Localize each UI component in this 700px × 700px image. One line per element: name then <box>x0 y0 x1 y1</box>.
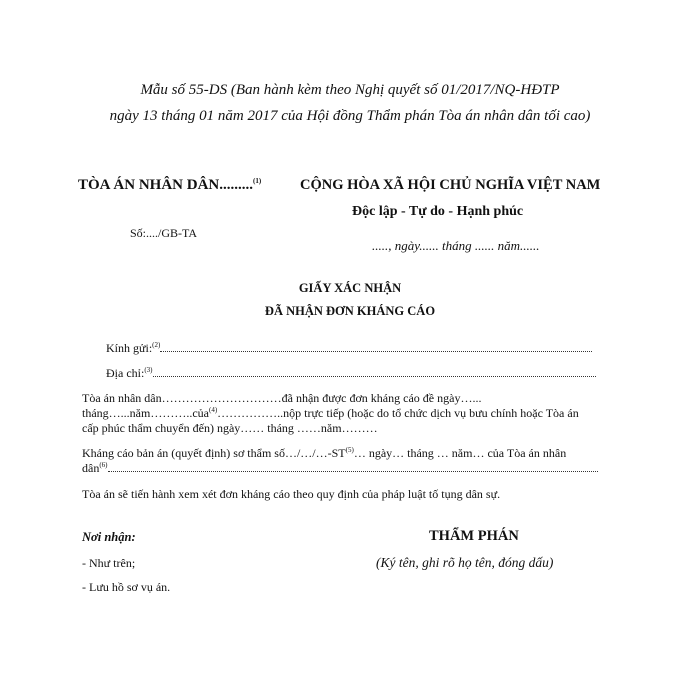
court-name-text: TÒA ÁN NHÂN DÂN......... <box>78 177 254 193</box>
para1-line-1: Tòa án nhân dân…………………………đã nhận được đơn kháng cáo đề ngày…... <box>82 391 482 405</box>
para2-line-1 <box>82 446 566 461</box>
recipient-item-2: - Lưu hồ sơ vụ án. <box>82 580 171 594</box>
form-reference-line-2: ngày 13 tháng 01 năm 2017 của Hội đồng Thẩm phán Tòa án nhân dân tối cao) <box>109 108 591 124</box>
signature-note: (Ký tên, ghi rõ họ tên, đóng dấu) <box>376 555 554 570</box>
para2-blank <box>108 471 598 472</box>
address-label: Địa chỉ: <box>106 366 145 380</box>
recipient-item-1: - Như trên; <box>82 556 136 570</box>
address-note: (3) <box>144 366 153 374</box>
recipients-title: Nơi nhận: <box>82 530 136 544</box>
para2-line-2 <box>82 461 598 476</box>
nation-motto: Độc lập - Tự do - Hạnh phúc <box>352 204 524 219</box>
para2-line-2-text: dân <box>82 461 100 475</box>
para2-line-1b: … ngày… tháng … năm… của Tòa án nhân <box>353 446 567 460</box>
recipient-blank <box>160 351 592 352</box>
court-note: (1) <box>253 177 262 185</box>
recipient-line <box>106 341 592 356</box>
recipient-note: (2) <box>152 341 161 349</box>
para2-note-5: (5) <box>345 446 354 454</box>
address-blank <box>153 376 596 377</box>
document-number: Số:..../GB-TA <box>130 226 198 240</box>
recipient-label: Kính gửi: <box>106 341 153 355</box>
para2-line-1a: Kháng cáo bản án (quyết định) sơ thẩm số…/…/…-ST <box>82 446 346 460</box>
para1-line-2a: tháng…...năm………..của <box>82 406 209 420</box>
para1-note: (4) <box>208 406 218 414</box>
para2-note-6: (6) <box>99 461 108 469</box>
para3: Tòa án sẽ tiến hành xem xét đơn kháng cáo theo quy định của pháp luật tố tụng dân sự. <box>82 487 501 501</box>
para1-line-2b: ……………..nộp trực tiếp (hoặc do tổ chức dịch vụ bưu chính hoặc Tòa án <box>217 406 579 420</box>
form-reference-line-1: Mẫu số 55-DS (Ban hành kèm theo Nghị quyết số 01/2017/NQ-HĐTP <box>140 82 560 98</box>
signature-role: THẨM PHÁN <box>429 528 519 544</box>
para1-line-2 <box>82 406 579 421</box>
date-line: ....., ngày...... tháng ...... năm...... <box>372 238 540 253</box>
document-title-line-1: GIẤY XÁC NHẬN <box>298 281 402 295</box>
address-line <box>106 366 596 381</box>
document-title-line-2: ĐÃ NHẬN ĐƠN KHÁNG CÁO <box>264 304 436 318</box>
court-name <box>78 177 261 194</box>
para1-line-3: cấp phúc thẩm chuyển đến) ngày…… tháng ……năm……… <box>82 421 378 435</box>
nation-title: CỘNG HÒA XÃ HỘI CHỦ NGHĨA VIỆT NAM <box>300 177 601 193</box>
